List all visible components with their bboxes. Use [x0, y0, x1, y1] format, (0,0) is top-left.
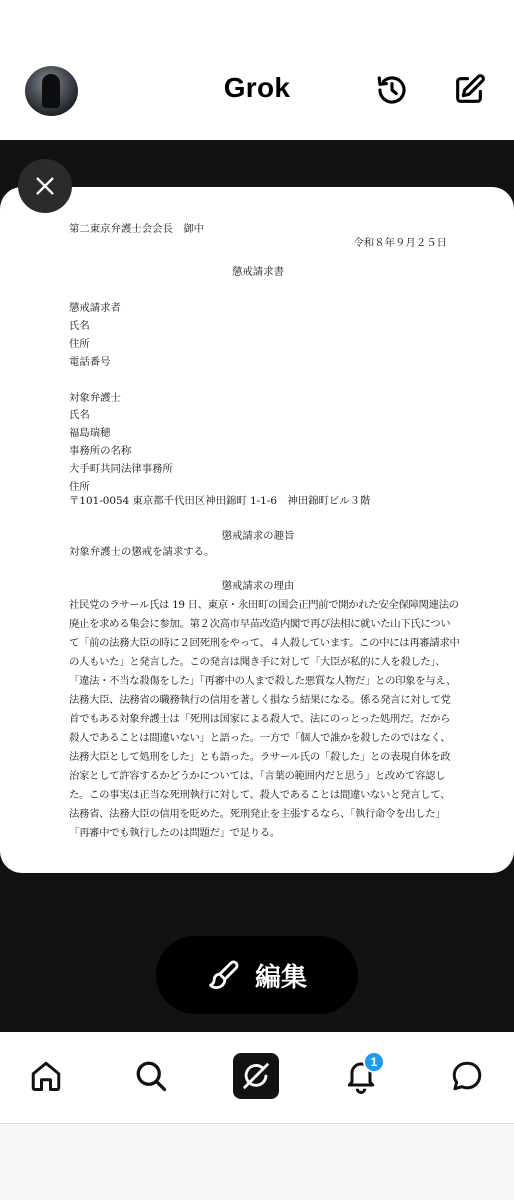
address-label: 住所 [69, 481, 90, 493]
document-image [0, 187, 514, 873]
close-icon [34, 175, 56, 197]
purpose-heading: 懲戒請求の趣旨 [221, 530, 295, 542]
purpose-text: 対象弁護士の懲戒を請求する。 [69, 546, 215, 558]
target-name: 福島瑞穂 [69, 427, 111, 439]
reason-line: 社民党のラサール氏は 19 日、東京・永田町の国会正門前で開かれた安全保障関連法の [69, 599, 459, 611]
page-title: Grok [223, 72, 291, 103]
reason-line: 法務大臣として処刑をした」とも語った。ラサール氏の「殺した」との表現自体を政 [69, 751, 451, 763]
history-icon [375, 73, 409, 107]
reason-line: の人もいた」と発言した。この発言は聞き手に対して「大臣が私的に人を殺した」、 [69, 656, 446, 668]
compose-button[interactable] [449, 70, 489, 110]
target-heading: 対象弁護士 [69, 392, 121, 404]
bottom-nav [0, 1032, 514, 1124]
reason-heading: 懲戒請求の理由 [221, 580, 295, 592]
compose-icon [452, 73, 486, 107]
doc-addressee: 第二東京弁護士会会長 御中 [69, 223, 205, 235]
nav-notifications[interactable] [337, 1052, 385, 1100]
requester-heading: 懲戒請求者 [69, 302, 121, 314]
search-icon [133, 1058, 169, 1094]
notification-badge: 1 [363, 1051, 385, 1073]
reason-line: 治家として許容するかどうかについては、「言葉の範囲内だと思う」と改めて容認し [69, 770, 446, 782]
reason-line: た。この事実は正当な死刑執行に対して、殺人であることは間違いないと発言して、 [69, 789, 451, 801]
nav-messages[interactable] [443, 1052, 491, 1100]
requester-field: 住所 [69, 338, 90, 350]
home-icon [28, 1058, 64, 1094]
reason-line: 「違法・不当な殺傷をした」「再審中の人まで殺した悪質な人物だ」との印象を与え、 [69, 675, 457, 687]
reason-line: て「前の法務大臣の時に２回死刑をやって、４人殺しています。この中には再審請求中 [69, 637, 460, 649]
office-name: 大手町共同法律事務所 [69, 463, 173, 475]
brush-icon [207, 958, 241, 992]
requester-field: 氏名 [69, 320, 90, 332]
grok-icon [239, 1059, 273, 1093]
reason-line: 廃止を求める集会に参加。第２次高市早苗改造内閣で再び法相に就いた山下氏につい [69, 618, 451, 630]
reason-line: 法務大臣、法務省の職務執行の信用を著しく損なう結果になる。係る発言に対して党 [69, 694, 451, 706]
grok-tile [233, 1053, 279, 1099]
office-label: 事務所の名称 [69, 445, 132, 457]
reason-line: 殺人であることは間違いない」と語った。一方で「個人で誰かを殺したのではなく、 [69, 732, 451, 744]
edit-label: 編集 [254, 962, 307, 993]
doc-date: 令和８年９月２５日 [353, 237, 447, 249]
top-header [0, 0, 514, 140]
close-button[interactable] [18, 159, 72, 213]
nav-home[interactable] [22, 1052, 70, 1100]
edit-button[interactable] [156, 936, 358, 1014]
reason-line: 法務省、法務大臣の信用を貶めた。死刑発止を主張するなら、「執行命令を出した」 [69, 808, 446, 820]
target-name-label: 氏名 [69, 409, 90, 421]
doc-title: 懲戒請求書 [232, 266, 284, 278]
system-area [0, 1125, 514, 1200]
nav-search[interactable] [127, 1052, 175, 1100]
nav-grok[interactable] [232, 1052, 280, 1100]
reason-line: 「再審中でも執行したのは問題だ」で足りる。 [69, 827, 280, 839]
requester-field: 電話番号 [69, 356, 111, 368]
chat-bubble-icon [449, 1058, 485, 1094]
history-button[interactable] [372, 70, 412, 110]
address: 〒101-0054 東京都千代田区神田錦町 1-1-6 神田錦町ビル３階 [69, 495, 371, 507]
reason-line: 首でもある対象弁護士は「死刑は国家による殺人で、法にのっとった処刑だ。だから [69, 713, 451, 725]
